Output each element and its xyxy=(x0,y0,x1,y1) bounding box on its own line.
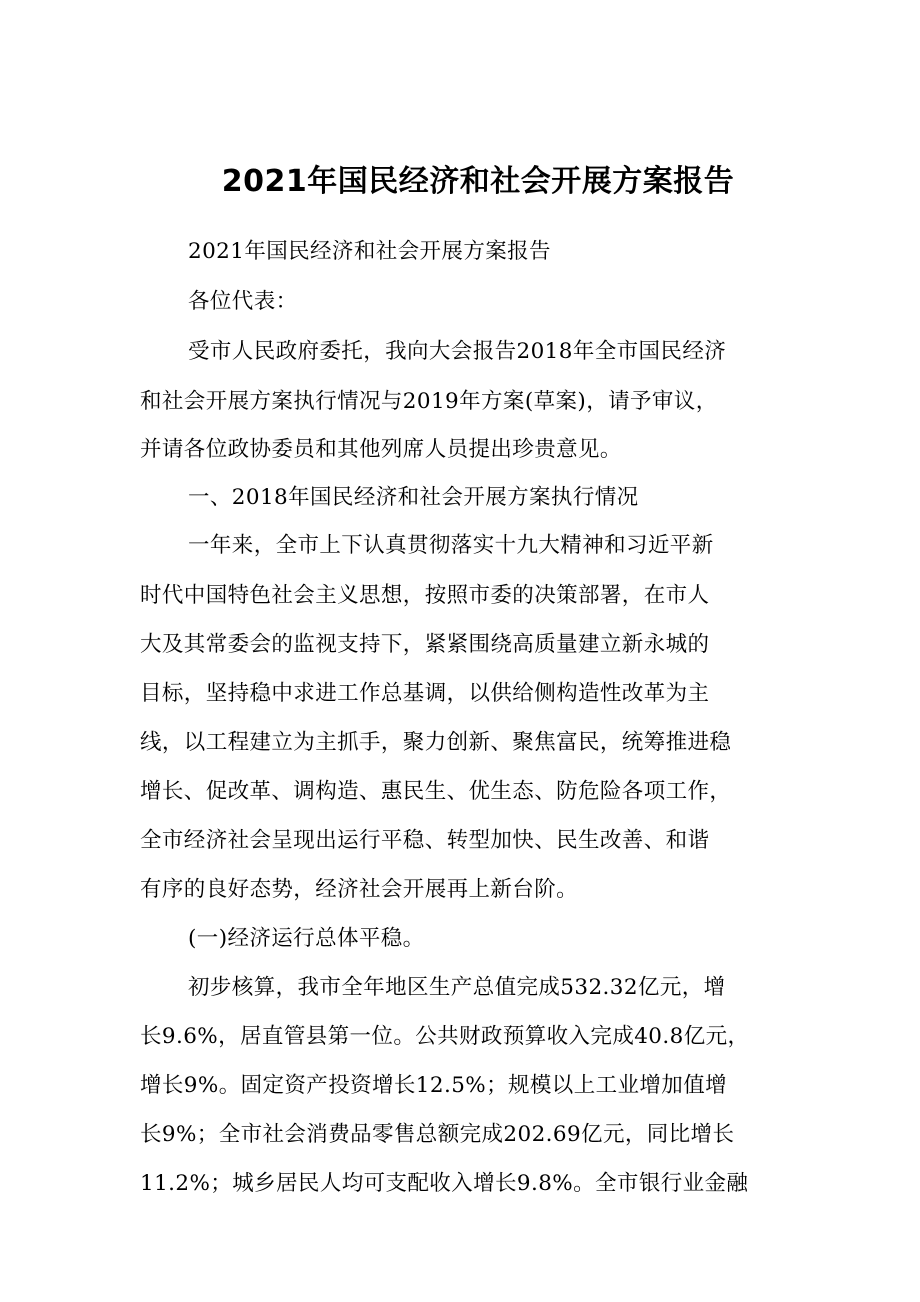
subsection-heading: (一)经济运行总体平稳。 xyxy=(188,926,425,951)
paragraph-line: 时代中国特色社会主义思想，按照市委的决策部署，在市人 xyxy=(140,583,710,608)
paragraph-line: 全市经济社会呈现出运行平稳、转型加快、民生改善、和谐 xyxy=(140,828,710,853)
paragraph-line: 长9.6%，居直管县第一位。公共财政预算收入完成40.8亿元， xyxy=(140,1024,750,1049)
paragraph-line: 目标，坚持稳中求进工作总基调，以供给侧构造性改革为主 xyxy=(140,681,710,706)
paragraph-line: 一年来，全市上下认真贯彻落实十九大精神和习近平新 xyxy=(188,533,714,558)
salutation-line: 各位代表： xyxy=(188,289,298,314)
paragraph-line: 增长、促改革、调构造、惠民生、优生态、防危险各项工作， xyxy=(140,779,732,804)
document-title: 2021年国民经济和社会开展方案报告 xyxy=(221,164,735,199)
paragraph-line: 和社会开展方案执行情况与2019年方案(草案)，请予审议， xyxy=(140,389,718,414)
section-heading: 一、2018年国民经济和社会开展方案执行情况 xyxy=(188,485,639,510)
paragraph-line: 并请各位政协委员和其他列席人员提出珍贵意见。 xyxy=(140,437,622,462)
subtitle-line: 2021年国民经济和社会开展方案报告 xyxy=(188,239,551,264)
paragraph-line: 受市人民政府委托，我向大会报告2018年全市国民经济 xyxy=(188,339,727,364)
paragraph-line: 线，以工程建立为主抓手，聚力创新、聚焦富民，统筹推进稳 xyxy=(140,730,732,755)
paragraph-line: 大及其常委会的监视支持下，紧紧围绕高质量建立新永城的 xyxy=(140,632,710,657)
paragraph-line: 初步核算，我市全年地区生产总值完成532.32亿元，增 xyxy=(188,975,726,1000)
paragraph-line: 增长9%。固定资产投资增长12.5%；规模以上工业增加值增 xyxy=(140,1073,728,1098)
paragraph-line: 11.2%；城乡居民人均可支配收入增长9.8%。全市银行业金融 xyxy=(140,1171,749,1196)
paragraph-line: 有序的良好态势，经济社会开展再上新台阶。 xyxy=(140,877,579,902)
paragraph-line: 长9%；全市社会消费品零售总额完成202.69亿元，同比增长 xyxy=(140,1122,735,1147)
